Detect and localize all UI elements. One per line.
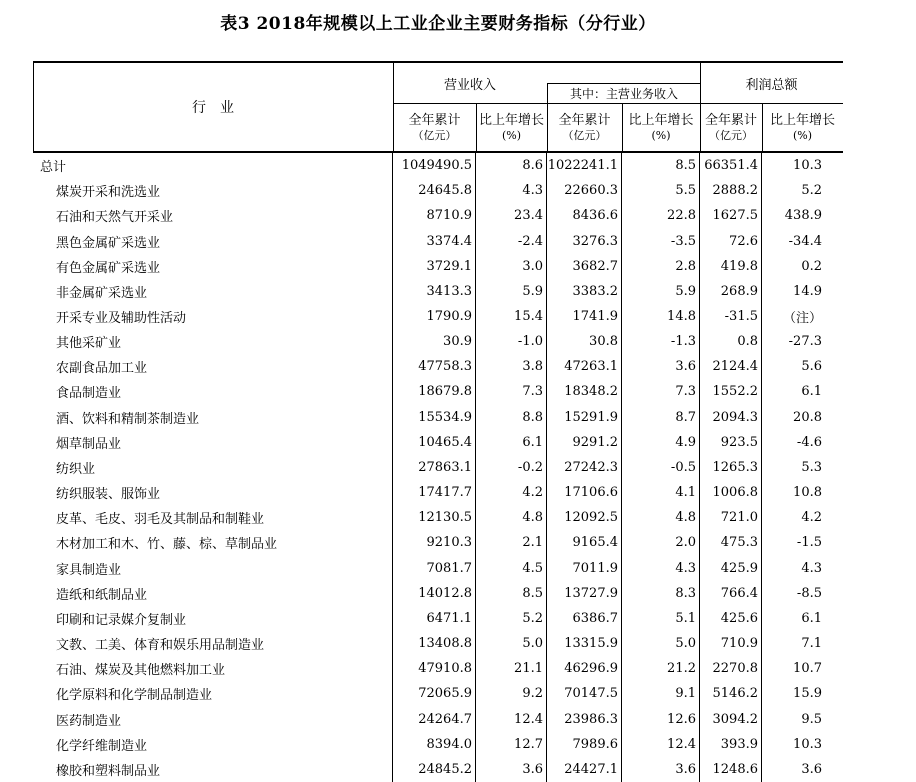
value-cell: 4.8	[476, 505, 547, 530]
value-cell: 12.7	[476, 732, 547, 757]
value-cell: 6.1	[801, 384, 822, 400]
value-cell: -8.5	[796, 585, 822, 601]
value-cell: 5.6	[801, 359, 822, 375]
value-cell: 13727.9	[547, 581, 622, 606]
value-cell: 12092.5	[547, 505, 622, 530]
value-cell: 5.1	[622, 606, 700, 631]
subheader-label: 全年累计	[558, 112, 611, 128]
industry-cell: 石油和天然气开采业	[33, 203, 393, 228]
value-cell: 2270.8	[700, 656, 762, 681]
value-cell: 393.9	[700, 732, 762, 757]
value-cell: 1790.9	[393, 304, 476, 329]
value-cell: 4.3	[476, 178, 547, 203]
value-cell: 5.2	[476, 606, 547, 631]
value-cell: 72065.9	[393, 681, 476, 706]
table-row	[33, 556, 843, 581]
value-cell: 72.6	[700, 228, 762, 253]
subheader-unit-label: (%)	[651, 128, 671, 142]
subheader-label: 全年累计	[704, 112, 757, 128]
value-cell: -0.5	[622, 455, 700, 480]
value-cell: 4.5	[476, 556, 547, 581]
value-cell: 4.9	[622, 430, 700, 455]
industry-cell: 文教、工美、体育和娱乐用品制造业	[33, 631, 393, 656]
value-cell: 3413.3	[393, 279, 476, 304]
value-cell: -1.5	[796, 535, 822, 551]
value-cell: 24645.8	[393, 178, 476, 203]
value-cell: 1248.6	[700, 757, 762, 782]
value-cell: 9165.4	[547, 530, 622, 555]
subheader-rev-growth	[476, 103, 547, 151]
value-cell: 9.2	[476, 681, 547, 706]
industry-cell: 医药制造业	[33, 706, 393, 731]
value-cell: 7081.7	[393, 556, 476, 581]
value-cell: 1022241.1	[547, 153, 622, 178]
table-row	[33, 203, 843, 228]
value-cell: 0.2	[801, 258, 822, 274]
value-cell: 14.8	[622, 304, 700, 329]
industry-cell: 农副食品加工业	[33, 354, 393, 379]
industry-cell: 非金属矿采选业	[33, 279, 393, 304]
value-cell: 2124.4	[700, 354, 762, 379]
value-cell: 30.9	[393, 329, 476, 354]
value-cell: 13408.8	[393, 631, 476, 656]
value-cell: 21.2	[622, 656, 700, 681]
value-cell: 22660.3	[547, 178, 622, 203]
value-cell: 8710.9	[393, 203, 476, 228]
subheader-label: 比上年增长	[478, 112, 544, 128]
value-cell: 12.4	[622, 732, 700, 757]
industry-cell: 开采专业及辅助性活动	[33, 304, 393, 329]
industry-cell: 食品制造业	[33, 379, 393, 404]
value-cell: 24845.2	[393, 757, 476, 782]
value-cell: 7011.9	[547, 556, 622, 581]
value-cell: 14012.8	[393, 581, 476, 606]
table-row	[33, 430, 843, 455]
subheader-unit-label: （亿元）	[412, 128, 457, 142]
value-cell: 15534.9	[393, 405, 476, 430]
value-cell: 4.1	[622, 480, 700, 505]
table-row	[33, 732, 843, 757]
table-header	[33, 61, 843, 153]
value-cell: 66351.4	[700, 153, 762, 178]
industry-cell: 橡胶和塑料制品业	[33, 757, 393, 782]
subheader-label: 比上年增长	[628, 112, 694, 128]
subheader-unit-label: (%)	[792, 128, 813, 142]
value-cell: -0.2	[476, 455, 547, 480]
subheader-rev-total	[393, 103, 476, 151]
table-row	[33, 405, 843, 430]
value-cell: 3682.7	[547, 254, 622, 279]
value-cell: 5.5	[622, 178, 700, 203]
value-cell: 24264.7	[393, 706, 476, 731]
value-cell: 2.1	[476, 530, 547, 555]
industry-cell: 石油、煤炭及其他燃料加工业	[33, 656, 393, 681]
industry-cell: 酒、饮料和精制茶制造业	[33, 405, 393, 430]
value-cell: 923.5	[700, 430, 762, 455]
value-cell: 5.2	[801, 183, 822, 199]
value-cell: 766.4	[700, 581, 762, 606]
value-cell: 1006.8	[700, 480, 762, 505]
industry-cell: 皮革、毛皮、羽毛及其制品和制鞋业	[33, 505, 393, 530]
value-cell: 4.2	[476, 480, 547, 505]
header-total-profit: 利润总额	[745, 77, 798, 93]
table-row	[33, 480, 843, 505]
table-row	[33, 178, 843, 203]
industry-cell: 黑色金属矿采选业	[33, 228, 393, 253]
subheader-main-total	[547, 103, 622, 151]
subheader-unit-label: （亿元）	[709, 128, 753, 142]
table-row	[33, 153, 843, 178]
subheader-label: 比上年增长	[769, 112, 835, 128]
subheader-unit-label: (%)	[501, 128, 522, 142]
value-cell: 27242.3	[547, 455, 622, 480]
value-cell: 14.9	[793, 283, 822, 299]
value-cell: 70147.5	[547, 681, 622, 706]
value-cell: 268.9	[700, 279, 762, 304]
table-row	[33, 329, 843, 354]
value-cell: 7.3	[476, 379, 547, 404]
value-cell: 3.6	[801, 761, 822, 777]
table-row	[33, 228, 843, 253]
value-cell: 3276.3	[547, 228, 622, 253]
table-row	[33, 505, 843, 530]
value-cell: 419.8	[700, 254, 762, 279]
value-cell: 1552.2	[700, 379, 762, 404]
industry-cell: 煤炭开采和洗选业	[33, 178, 393, 203]
header-revenue: 营业收入	[443, 77, 496, 93]
value-cell: 10.3	[793, 736, 822, 752]
value-cell: 5.9	[622, 279, 700, 304]
value-cell: 10.3	[793, 158, 822, 174]
value-cell: -1.0	[476, 329, 547, 354]
table-row	[33, 581, 843, 606]
value-cell: 12.4	[476, 706, 547, 731]
table-row	[33, 455, 843, 480]
value-cell: 2.0	[622, 530, 700, 555]
value-cell: 17106.6	[547, 480, 622, 505]
value-cell: 4.8	[622, 505, 700, 530]
value-cell: 8.3	[622, 581, 700, 606]
value-cell: 2.8	[622, 254, 700, 279]
value-cell: 425.9	[700, 556, 762, 581]
table-row	[33, 706, 843, 731]
value-cell: 5.0	[476, 631, 547, 656]
value-cell: 47263.1	[547, 354, 622, 379]
table-row	[33, 606, 843, 631]
table-row	[33, 279, 843, 304]
header-industry: 行 业	[192, 100, 234, 116]
value-cell: 3383.2	[547, 279, 622, 304]
table-row	[33, 354, 843, 379]
value-cell: 3374.4	[393, 228, 476, 253]
value-cell: 4.2	[801, 510, 822, 526]
value-cell: 23.4	[476, 203, 547, 228]
value-cell: 3.8	[476, 354, 547, 379]
value-cell: 23986.3	[547, 706, 622, 731]
value-cell: 5.0	[622, 631, 700, 656]
value-cell: 18348.2	[547, 379, 622, 404]
value-cell: -4.6	[796, 434, 822, 450]
subheader-profit-growth	[762, 103, 843, 151]
value-cell: 10465.4	[393, 430, 476, 455]
value-cell: 3.6	[622, 354, 700, 379]
header-main-revenue: 其中：主营业务收入	[569, 87, 678, 101]
industry-cell: 木材加工和木、竹、藤、棕、草制品业	[33, 530, 393, 555]
value-cell: 15291.9	[547, 405, 622, 430]
value-cell: 3.0	[476, 254, 547, 279]
value-cell: 9.1	[622, 681, 700, 706]
industry-cell: 其他采矿业	[33, 329, 393, 354]
value-cell: 22.8	[622, 203, 700, 228]
table-row	[33, 631, 843, 656]
value-cell: 1741.9	[547, 304, 622, 329]
value-cell: 710.9	[700, 631, 762, 656]
value-cell: 9.5	[801, 711, 822, 727]
value-cell: 15.9	[793, 686, 822, 702]
industry-cell: 化学原料和化学制品制造业	[33, 681, 393, 706]
value-cell: 46296.9	[547, 656, 622, 681]
table-row	[33, 530, 843, 555]
industry-cell: 总计	[33, 153, 393, 178]
industry-cell: 烟草制品业	[33, 430, 393, 455]
value-cell: 8.8	[476, 405, 547, 430]
industry-cell: 印刷和记录媒介复制业	[33, 606, 393, 631]
value-cell: -34.4	[788, 233, 822, 249]
industry-cell: 化学纤维制造业	[33, 732, 393, 757]
value-cell: 47758.3	[393, 354, 476, 379]
value-cell: 47910.8	[393, 656, 476, 681]
value-cell: 8.5	[476, 581, 547, 606]
subheader-main-growth	[622, 103, 700, 151]
value-cell: 1049490.5	[393, 153, 476, 178]
subheader-label: 全年累计	[408, 112, 461, 128]
value-cell: 2094.3	[700, 405, 762, 430]
table-row	[33, 757, 843, 782]
value-cell: 27863.1	[393, 455, 476, 480]
value-cell: 6.1	[801, 610, 822, 626]
value-cell: -3.5	[622, 228, 700, 253]
value-cell: （注）	[782, 311, 822, 327]
value-cell: 1627.5	[700, 203, 762, 228]
industry-cell: 纺织服装、服饰业	[33, 480, 393, 505]
table-row	[33, 379, 843, 404]
industry-cell: 家具制造业	[33, 556, 393, 581]
value-cell: 721.0	[700, 505, 762, 530]
table-row	[33, 254, 843, 279]
table-title: 表3 2018年规模以上工业企业主要财务指标（分行业）	[220, 14, 656, 34]
value-cell: 6471.1	[393, 606, 476, 631]
value-cell: 20.8	[793, 409, 822, 425]
value-cell: 13315.9	[547, 631, 622, 656]
value-cell: 10.7	[793, 661, 822, 677]
financial-indicators-table	[33, 61, 843, 782]
value-cell: 3094.2	[700, 706, 762, 731]
value-cell: 438.9	[784, 208, 822, 224]
value-cell: 15.4	[476, 304, 547, 329]
value-cell: -1.3	[622, 329, 700, 354]
value-cell: 7989.6	[547, 732, 622, 757]
value-cell: 8394.0	[393, 732, 476, 757]
table-row	[33, 656, 843, 681]
value-cell: 475.3	[700, 530, 762, 555]
value-cell: 30.8	[547, 329, 622, 354]
value-cell: 8.6	[476, 153, 547, 178]
value-cell: 9210.3	[393, 530, 476, 555]
value-cell: 425.6	[700, 606, 762, 631]
value-cell: 6386.7	[547, 606, 622, 631]
value-cell: 5146.2	[700, 681, 762, 706]
value-cell: 1265.3	[700, 455, 762, 480]
value-cell: 3729.1	[393, 254, 476, 279]
value-cell: 3.6	[622, 757, 700, 782]
value-cell: 5.3	[801, 459, 822, 475]
value-cell: 2888.2	[700, 178, 762, 203]
table-row	[33, 681, 843, 706]
value-cell: 12.6	[622, 706, 700, 731]
value-cell: -27.3	[788, 334, 822, 350]
table-body	[33, 153, 843, 782]
value-cell: 17417.7	[393, 480, 476, 505]
value-cell: 4.3	[622, 556, 700, 581]
industry-cell: 纺织业	[33, 455, 393, 480]
value-cell: 12130.5	[393, 505, 476, 530]
table-row	[33, 304, 843, 329]
industry-cell: 造纸和纸制品业	[33, 581, 393, 606]
value-cell: 7.3	[622, 379, 700, 404]
subheader-unit-label: （亿元）	[562, 128, 607, 142]
value-cell: -31.5	[700, 304, 762, 329]
value-cell: 4.3	[801, 560, 822, 576]
subheader-profit-total	[700, 103, 762, 151]
value-cell: 8436.6	[547, 203, 622, 228]
value-cell: 9291.2	[547, 430, 622, 455]
value-cell: 8.5	[622, 153, 700, 178]
value-cell: -2.4	[476, 228, 547, 253]
value-cell: 3.6	[476, 757, 547, 782]
value-cell: 7.1	[801, 636, 822, 652]
value-cell: 5.9	[476, 279, 547, 304]
industry-cell: 有色金属矿采选业	[33, 254, 393, 279]
value-cell: 6.1	[476, 430, 547, 455]
value-cell: 21.1	[476, 656, 547, 681]
value-cell: 10.8	[793, 485, 822, 501]
value-cell: 24427.1	[547, 757, 622, 782]
value-cell: 18679.8	[393, 379, 476, 404]
value-cell: 0.8	[700, 329, 762, 354]
value-cell: 8.7	[622, 405, 700, 430]
